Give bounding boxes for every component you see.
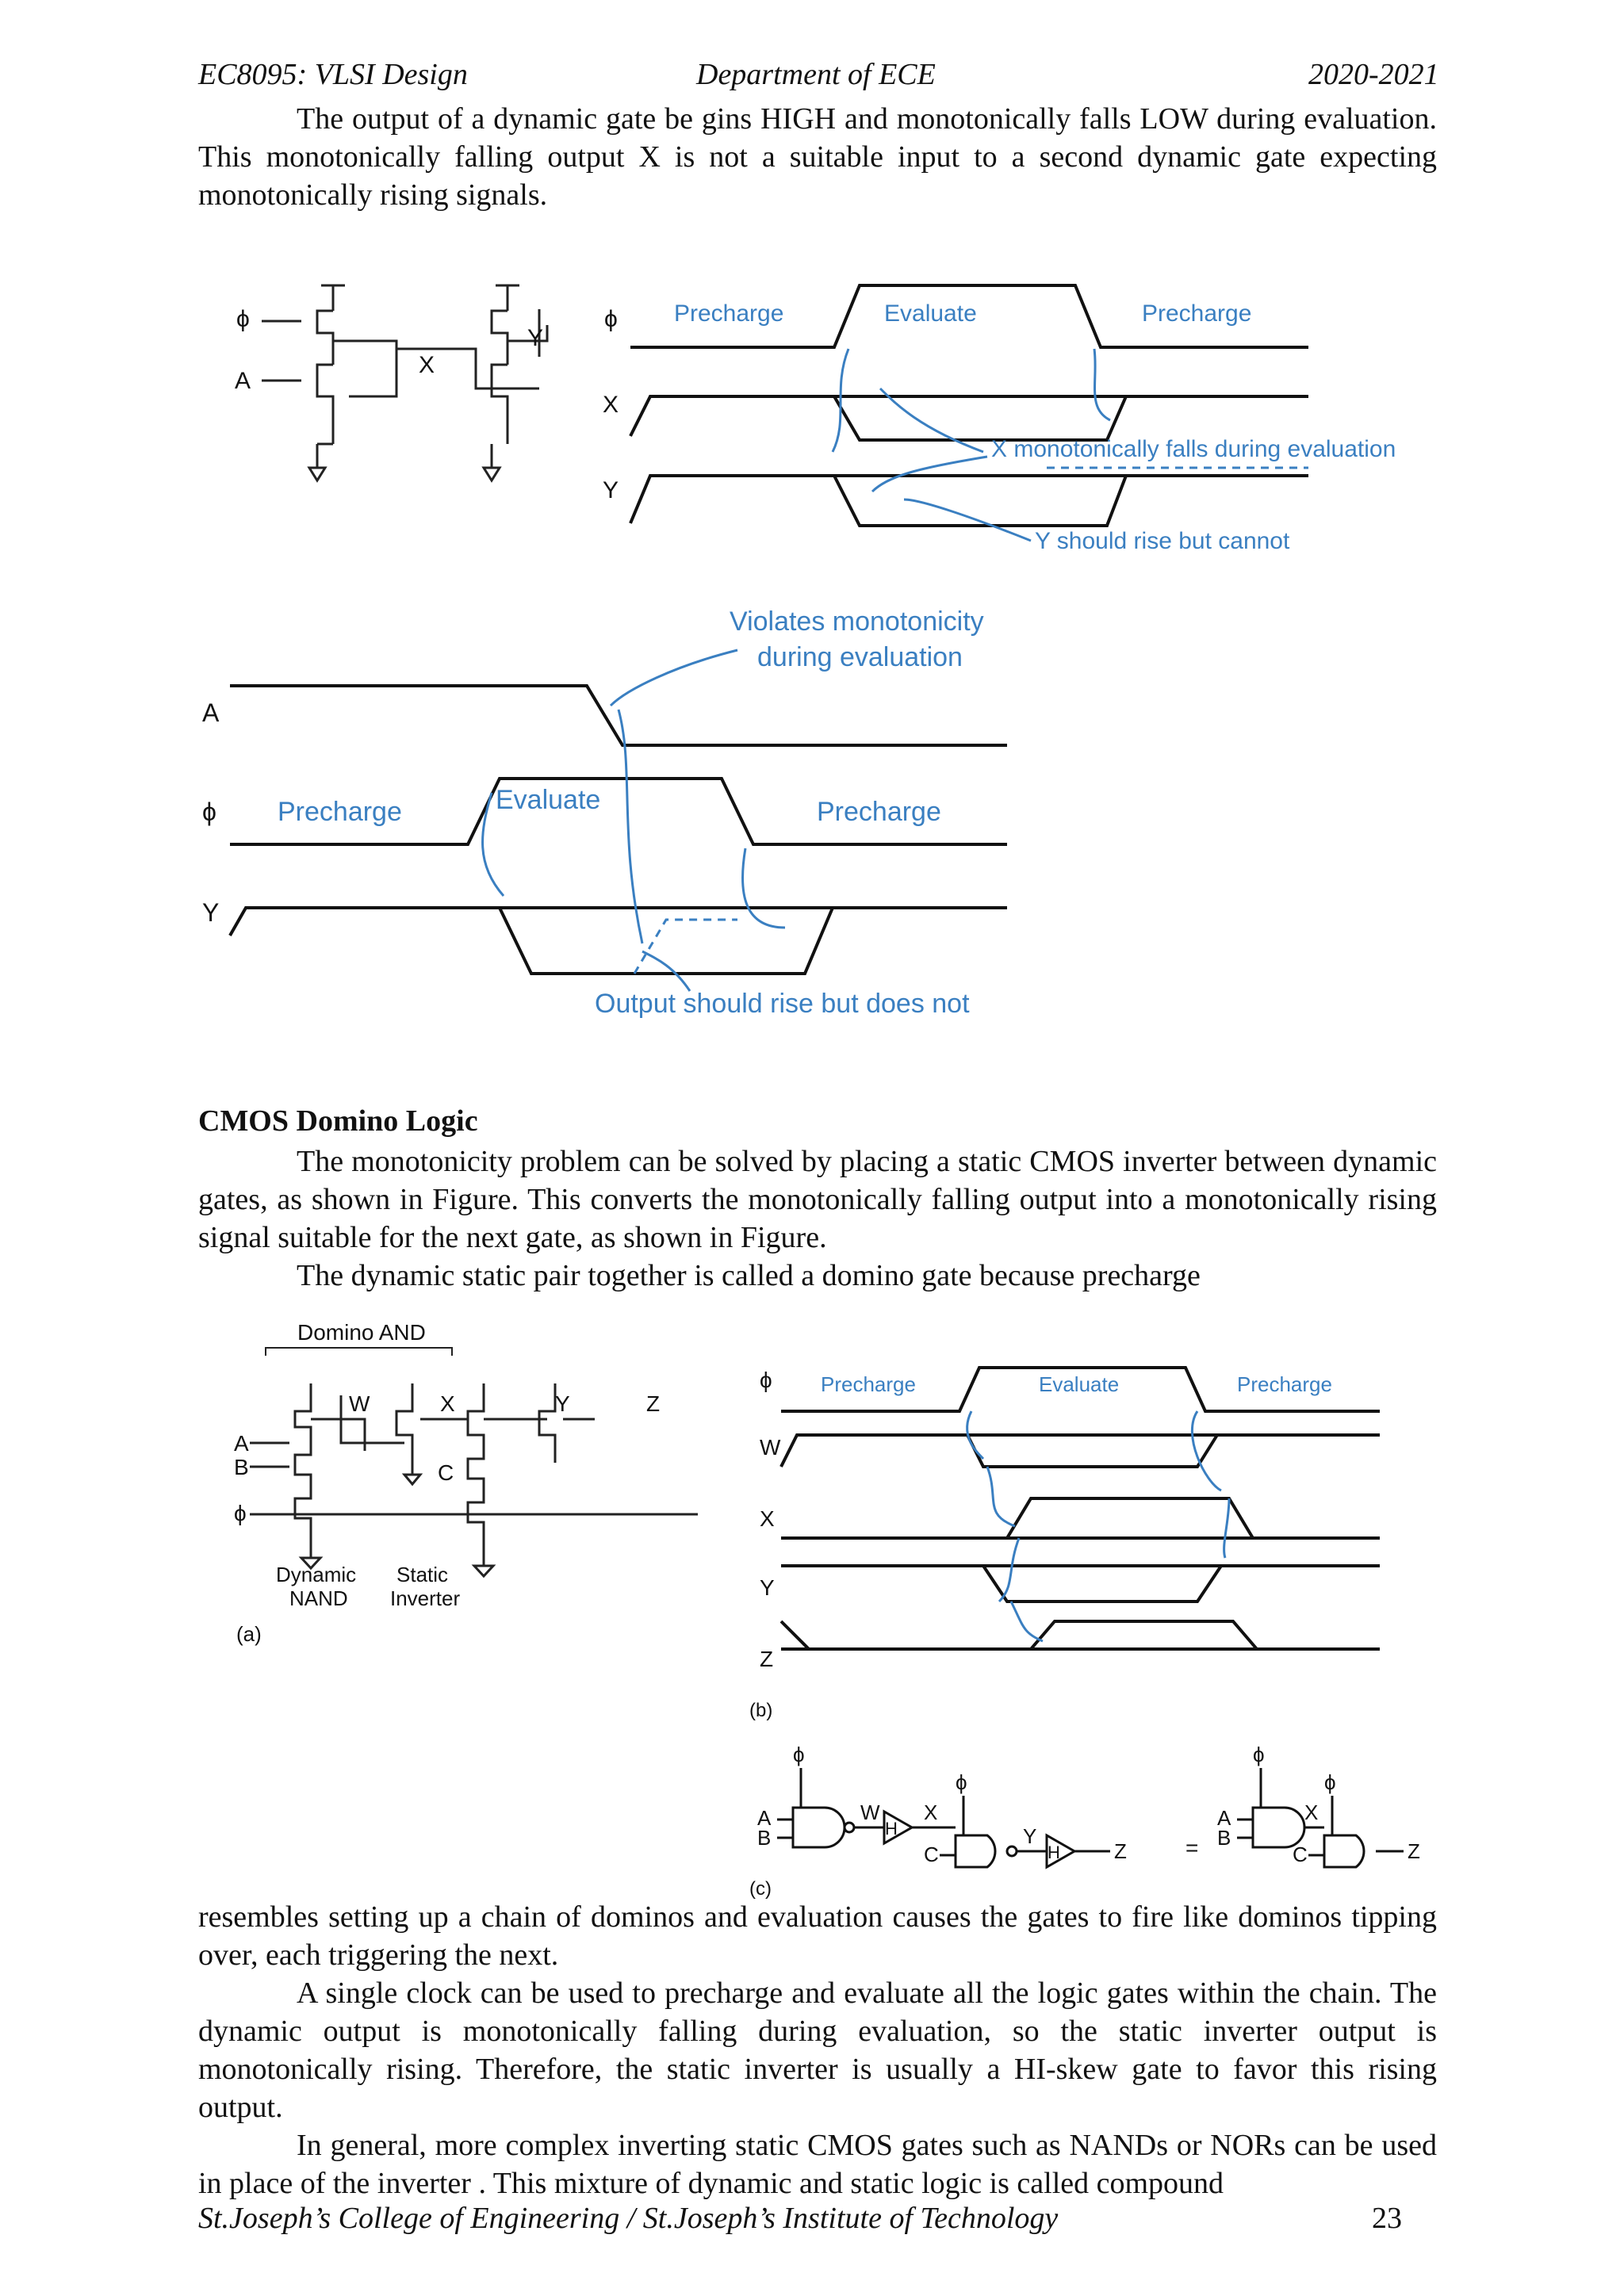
fig3-title: Domino AND [297, 1320, 426, 1345]
figure-monotonicity-circuit-timing [206, 262, 1443, 579]
fig3b-precharge-2: Precharge [1237, 1372, 1332, 1396]
fig3c-phi-1: ϕ [793, 1743, 805, 1766]
figure-monotonicity-violation [198, 595, 1031, 1023]
fig3c-equals: = [1185, 1835, 1199, 1860]
paragraph-domino-gate: The dynamic static pair together is called a domino gate because precharge [297, 1259, 1201, 1292]
fig3c-x: X [924, 1800, 938, 1824]
figure-domino-and-circuit [222, 1316, 714, 1657]
fig3a-w: W [349, 1391, 370, 1416]
fig3c-b-2: B [1217, 1826, 1231, 1850]
fig1-evaluate: Evaluate [884, 300, 977, 327]
fig3c-h-2: H [1048, 1843, 1060, 1862]
fig3a-c: C [438, 1460, 454, 1485]
fig3c-a: A [757, 1806, 772, 1830]
fig3c-c: C [924, 1843, 939, 1866]
paragraph-single-clock: A single clock can be used to precharge and evaluate all the logic gates within the chain. The dynamic output is monotonically falling during evaluation, so the static inverter output is monotonically rising. Therefore, the static inverter is usually a HI-skew gate to favor this rising output. [198, 1976, 1437, 2124]
fig1-timing-x: X [603, 392, 619, 418]
fig3a-y: Y [555, 1391, 570, 1416]
fig3b-x: X [760, 1506, 775, 1531]
header-department: Department of ECE [696, 58, 936, 91]
fig1-circuit-phi: ϕ [236, 306, 250, 332]
fig2-a: A [202, 698, 220, 727]
fig3a-inverter: Inverter [390, 1586, 461, 1610]
fig3b-label: (b) [749, 1700, 773, 1721]
fig2-y: Y [202, 898, 220, 927]
fig3c-phi-4: ϕ [1324, 1770, 1336, 1794]
fig1-circuit-x: X [419, 352, 435, 378]
fig2-phi: ϕ [202, 798, 216, 826]
fig3c-y: Y [1023, 1824, 1037, 1848]
fig3c-h-1: H [885, 1819, 898, 1839]
fig2-evaluate: Evaluate [496, 785, 601, 815]
fig3a-label: (a) [236, 1622, 262, 1646]
fig3b-evaluate: Evaluate [1039, 1372, 1120, 1396]
fig3b-phi: ϕ [760, 1368, 772, 1392]
fig3c-a-2: A [1217, 1806, 1231, 1830]
header-year: 2020-2021 [1308, 58, 1439, 91]
fig3c-c-2: C [1293, 1843, 1308, 1866]
fig3a-x: X [440, 1391, 455, 1416]
fig3a-static: Static [396, 1563, 449, 1586]
paragraph-dynamic-gate-output: The output of a dynamic gate be gins HIGH and monotonically falls LOW during evaluation. This monotonically falling output X is not a suitable input to a second dynamic gate expecting monotonically rising signals. [198, 102, 1437, 212]
fig3c-z-1: Z [1114, 1839, 1127, 1863]
fig1-circuit-y: Y [527, 325, 544, 351]
fig1-note-y: Y should rise but cannot [1035, 528, 1290, 554]
fig2-note-top-2: during evaluation [757, 642, 963, 672]
fig2-precharge-2: Precharge [817, 797, 941, 827]
fig1-precharge-2: Precharge [1142, 300, 1252, 327]
footer-page-number: 23 [1372, 2202, 1402, 2235]
paragraph-compound-logic: In general, more complex inverting static CMOS gates such as NANDs or NORs can be used in place of the inverter . This mixture of dynamic and static logic is called compound [198, 2129, 1437, 2200]
figure-domino-timing [745, 1348, 1411, 1728]
fig2-precharge-1: Precharge [278, 797, 402, 827]
fig3a-nand: NAND [289, 1586, 348, 1610]
fig3c-phi-3: ϕ [1253, 1743, 1265, 1766]
fig2-note-bottom: Output should rise but does not [595, 989, 970, 1019]
fig1-precharge-1: Precharge [674, 300, 784, 327]
fig3c-z-2: Z [1408, 1839, 1420, 1863]
footer-institution: St.Joseph’s College of Engineering / St.Joseph’s Institute of Technology [198, 2202, 1059, 2235]
fig1-note-x: X monotonically falls during evaluation [991, 436, 1396, 462]
fig3a-a: A [234, 1431, 249, 1456]
fig3b-y: Y [760, 1575, 775, 1600]
paragraph-monotonicity-solution: The monotonicity problem can be solved by placing a static CMOS inverter between dynamic gates, as shown in Figure. This converts the monotonically falling output into a monotonically rising signal suitable for the next gate, as shown in Figure. [198, 1145, 1437, 1254]
fig3c-w: W [860, 1800, 880, 1824]
fig3b-z: Z [760, 1647, 774, 1671]
fig3b-precharge-1: Precharge [821, 1372, 916, 1396]
section-heading: CMOS Domino Logic [198, 1104, 478, 1138]
fig3c-phi-2: ϕ [956, 1770, 967, 1794]
fig3c-label: (c) [749, 1878, 772, 1900]
header-course: EC8095: VLSI Design [198, 58, 468, 91]
fig2-note-top-1: Violates monotonicity [730, 607, 984, 637]
fig3a-dynamic: Dynamic [276, 1563, 357, 1586]
fig1-circuit-a: A [235, 368, 251, 394]
fig3a-z: Z [646, 1391, 661, 1416]
fig1-timing-phi: ϕ [604, 306, 618, 332]
fig1-timing-y: Y [603, 477, 619, 503]
figure-domino-gate-symbols [745, 1736, 1507, 1903]
fig3c-x-2: X [1304, 1800, 1319, 1824]
paragraph-domino-analogy: resembles setting up a chain of dominos and evaluation causes the gates to fire like dominos tipping over, each triggering the next. [198, 1900, 1437, 1972]
fig3b-w: W [760, 1435, 781, 1460]
fig3a-b: B [234, 1455, 249, 1479]
fig3c-b: B [757, 1826, 772, 1850]
fig3a-phi: ϕ [234, 1501, 247, 1525]
